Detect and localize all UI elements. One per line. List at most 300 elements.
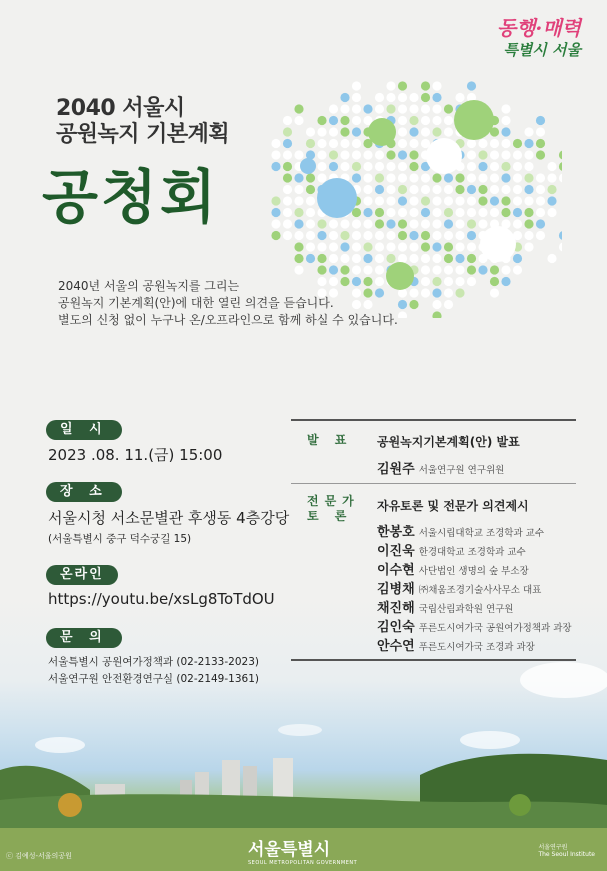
pattern-dot bbox=[444, 277, 453, 286]
pattern-dot bbox=[421, 219, 430, 228]
pattern-dot bbox=[467, 196, 476, 205]
intro-line: 별도의 신청 없이 누구나 온/오프라인으로 함께 하실 수 있습니다. bbox=[58, 313, 398, 327]
pattern-dot bbox=[501, 127, 510, 136]
seoul-government-logo bbox=[248, 835, 357, 866]
pattern-dot bbox=[352, 219, 361, 228]
pattern-dot bbox=[444, 231, 453, 240]
pattern-dot bbox=[432, 242, 441, 251]
pattern-dot bbox=[421, 104, 430, 113]
pattern-dot bbox=[421, 93, 430, 102]
pattern-dot bbox=[294, 196, 303, 205]
panelist-affiliation: 서울시립대학교 조경학과 교수 bbox=[418, 528, 545, 539]
pattern-large-dot bbox=[480, 226, 516, 262]
pattern-dot bbox=[444, 127, 453, 136]
pattern-dot bbox=[375, 254, 384, 263]
pattern-dot bbox=[352, 81, 361, 90]
pattern-dot bbox=[536, 173, 545, 182]
pattern-dot bbox=[513, 139, 522, 148]
panelist-name: 채진해 bbox=[377, 601, 415, 616]
pattern-dot bbox=[524, 162, 533, 171]
pattern-dot bbox=[478, 173, 487, 182]
pattern-dot bbox=[306, 254, 315, 263]
pattern-dot bbox=[317, 242, 326, 251]
pattern-dot bbox=[386, 150, 395, 159]
panelist-name: 김병채 bbox=[377, 582, 415, 597]
pattern-dot bbox=[490, 265, 499, 274]
pattern-dot bbox=[455, 288, 464, 297]
pattern-dot bbox=[283, 150, 292, 159]
pattern-dot bbox=[421, 173, 430, 182]
pattern-dot bbox=[455, 219, 464, 228]
table-top-rule bbox=[291, 419, 576, 421]
panelist bbox=[377, 521, 544, 540]
pattern-dot bbox=[432, 185, 441, 194]
pattern-dot bbox=[421, 116, 430, 125]
pattern-dot bbox=[375, 242, 384, 251]
panelist-name: 이수현 bbox=[377, 563, 415, 578]
pattern-dot bbox=[432, 288, 441, 297]
pattern-dot bbox=[432, 219, 441, 228]
pattern-dot bbox=[306, 208, 315, 217]
pattern-dot bbox=[283, 231, 292, 240]
pattern-dot bbox=[513, 173, 522, 182]
pattern-dot bbox=[444, 196, 453, 205]
pattern-dot bbox=[421, 196, 430, 205]
pattern-dot bbox=[317, 116, 326, 125]
pattern-dot bbox=[455, 196, 464, 205]
pattern-dot bbox=[455, 254, 464, 263]
pattern-dot bbox=[363, 242, 372, 251]
intro-line: 2040년 서울의 공원녹지를 그리는 bbox=[58, 279, 240, 293]
pattern-dot bbox=[340, 219, 349, 228]
pattern-dot bbox=[490, 139, 499, 148]
pattern-dot bbox=[444, 116, 453, 125]
panelist-affiliation: 푸른도시여가국 공원여가정책과 과장 bbox=[418, 623, 572, 634]
pattern-dot bbox=[329, 127, 338, 136]
pattern-dot bbox=[375, 196, 384, 205]
pattern-dot bbox=[432, 300, 441, 309]
pattern-dot bbox=[478, 162, 487, 171]
pattern-dot bbox=[444, 265, 453, 274]
contact-line: 서울특별시 공원여가정책과 (02-2133-2023) bbox=[48, 656, 259, 668]
pattern-dot bbox=[386, 219, 395, 228]
pattern-dot bbox=[524, 139, 533, 148]
pattern-dot bbox=[409, 219, 418, 228]
pattern-dot bbox=[444, 242, 453, 251]
pattern-dot bbox=[455, 242, 464, 251]
pattern-dot bbox=[398, 242, 407, 251]
pattern-dot bbox=[329, 139, 338, 148]
panelist-name: 김인숙 bbox=[377, 620, 415, 635]
discussion-topic: 자유토론 및 전문가 의견제시 bbox=[377, 499, 529, 513]
pattern-dot bbox=[501, 173, 510, 182]
pattern-dot bbox=[409, 196, 418, 205]
pattern-dot bbox=[409, 104, 418, 113]
pattern-dot bbox=[547, 196, 556, 205]
pattern-dot bbox=[490, 150, 499, 159]
pattern-dot bbox=[501, 196, 510, 205]
slogan-line2: 특별시 서울 bbox=[503, 41, 581, 59]
pattern-dot bbox=[340, 104, 349, 113]
table-bottom-rule bbox=[291, 659, 576, 661]
pattern-dot bbox=[467, 173, 476, 182]
pattern-dot bbox=[363, 231, 372, 240]
pattern-dot bbox=[536, 150, 545, 159]
pattern-dot bbox=[409, 208, 418, 217]
pattern-dot bbox=[375, 219, 384, 228]
pattern-dot bbox=[386, 242, 395, 251]
panelist-affiliation: 국립산림과학원 연구원 bbox=[418, 604, 514, 615]
pattern-dot bbox=[352, 242, 361, 251]
pattern-dot bbox=[467, 254, 476, 263]
date-label: 일 시 bbox=[46, 420, 122, 440]
pattern-dot bbox=[536, 208, 545, 217]
place-address: (서울특별시 중구 덕수궁길 15) bbox=[48, 533, 192, 545]
pattern-dot bbox=[294, 254, 303, 263]
pattern-dot bbox=[386, 93, 395, 102]
pattern-dot bbox=[501, 150, 510, 159]
pattern-dot bbox=[283, 219, 292, 228]
pattern-dot bbox=[490, 173, 499, 182]
pattern-dot bbox=[352, 127, 361, 136]
pattern-dot bbox=[444, 300, 453, 309]
pattern-dot bbox=[409, 127, 418, 136]
pattern-dot bbox=[306, 127, 315, 136]
pattern-dot bbox=[398, 150, 407, 159]
pattern-dot bbox=[432, 231, 441, 240]
pattern-dot bbox=[455, 265, 464, 274]
pattern-dot bbox=[524, 127, 533, 136]
pattern-dot bbox=[467, 242, 476, 251]
pattern-dot bbox=[340, 116, 349, 125]
discussion-role-line1: 전문가 bbox=[307, 494, 360, 508]
pattern-dot bbox=[375, 104, 384, 113]
pattern-dot bbox=[283, 139, 292, 148]
pattern-dot bbox=[398, 231, 407, 240]
pattern-dot bbox=[375, 231, 384, 240]
pattern-dot bbox=[501, 116, 510, 125]
pattern-dot bbox=[294, 219, 303, 228]
pattern-dot bbox=[271, 219, 280, 228]
panelist-affiliation: 푸른도시여가국 조경과 과장 bbox=[418, 642, 535, 653]
pattern-dot bbox=[547, 173, 556, 182]
pattern-dot bbox=[386, 254, 395, 263]
pattern-dot bbox=[524, 242, 533, 251]
pattern-dot bbox=[340, 127, 349, 136]
panelist-affiliation: ㈜채움조경기술사사무소 대표 bbox=[418, 585, 542, 596]
pattern-dot bbox=[536, 231, 545, 240]
online-link[interactable]: https://youtu.be/xsLg8ToTdOU bbox=[48, 590, 275, 608]
pattern-dot bbox=[455, 277, 464, 286]
slogan-logo bbox=[497, 12, 581, 60]
institute-ko: 서울연구원 bbox=[538, 844, 568, 851]
pattern-dot bbox=[340, 242, 349, 251]
pattern-dot bbox=[317, 139, 326, 148]
pattern-dot bbox=[329, 254, 338, 263]
pattern-dot bbox=[444, 288, 453, 297]
pattern-large-dot bbox=[454, 100, 494, 140]
pattern-dot bbox=[455, 93, 464, 102]
pattern-dot bbox=[409, 254, 418, 263]
pattern-dot bbox=[317, 219, 326, 228]
pattern-dot bbox=[283, 127, 292, 136]
pattern-dot bbox=[490, 288, 499, 297]
pattern-dot bbox=[375, 150, 384, 159]
pattern-dot bbox=[398, 311, 407, 318]
pattern-dot bbox=[340, 231, 349, 240]
pattern-dot bbox=[271, 208, 280, 217]
pattern-dot bbox=[490, 277, 499, 286]
pattern-dot bbox=[398, 196, 407, 205]
pattern-dot bbox=[467, 219, 476, 228]
pattern-dot bbox=[283, 162, 292, 171]
pattern-dot bbox=[524, 173, 533, 182]
pattern-dot bbox=[329, 219, 338, 228]
pattern-dot bbox=[317, 265, 326, 274]
pattern-dot bbox=[559, 242, 562, 251]
pattern-dot bbox=[340, 139, 349, 148]
pattern-dot bbox=[467, 162, 476, 171]
pattern-dot bbox=[536, 196, 545, 205]
pattern-dot bbox=[513, 150, 522, 159]
pattern-dot bbox=[271, 150, 280, 159]
pattern-dot bbox=[432, 116, 441, 125]
panelist bbox=[377, 597, 513, 616]
contact-label: 문 의 bbox=[46, 628, 122, 648]
pattern-dot bbox=[478, 196, 487, 205]
pattern-dot bbox=[547, 254, 556, 263]
pattern-dot bbox=[398, 173, 407, 182]
pattern-large-dot bbox=[426, 138, 462, 174]
pattern-dot bbox=[547, 162, 556, 171]
pattern-dot bbox=[501, 162, 510, 171]
intro-text bbox=[58, 278, 398, 329]
pattern-dot bbox=[559, 173, 562, 182]
plan-title-line1: 2040 서울시 bbox=[56, 96, 185, 121]
pattern-dot bbox=[478, 265, 487, 274]
panelist-name: 한봉호 bbox=[377, 525, 415, 540]
pattern-dot bbox=[398, 185, 407, 194]
pattern-dot bbox=[363, 150, 372, 159]
panelist-name: 안수연 bbox=[377, 639, 415, 654]
pattern-dot bbox=[547, 208, 556, 217]
pattern-dot bbox=[513, 219, 522, 228]
pattern-dot bbox=[306, 219, 315, 228]
pattern-dot bbox=[363, 104, 372, 113]
presentation-role: 발 표 bbox=[307, 433, 353, 447]
pattern-dot bbox=[478, 150, 487, 159]
pattern-dot bbox=[444, 185, 453, 194]
pattern-dot bbox=[409, 300, 418, 309]
pattern-dot bbox=[444, 104, 453, 113]
seoul-institute-logo bbox=[538, 842, 595, 858]
pattern-dot bbox=[317, 173, 326, 182]
plan-title bbox=[56, 96, 229, 148]
pattern-dot bbox=[352, 265, 361, 274]
page-title: 공청회 bbox=[42, 163, 220, 231]
pattern-dot bbox=[432, 277, 441, 286]
pattern-dot bbox=[455, 173, 464, 182]
pattern-dot bbox=[409, 231, 418, 240]
presenter bbox=[377, 458, 504, 477]
pattern-large-dot bbox=[368, 118, 396, 146]
pattern-dot bbox=[398, 254, 407, 263]
pattern-dot bbox=[524, 150, 533, 159]
pattern-dot bbox=[398, 81, 407, 90]
panelist bbox=[377, 578, 541, 597]
pattern-dot bbox=[501, 104, 510, 113]
seoul-logo-en: SEOUL METROPOLITAN GOVERNMENT bbox=[248, 860, 358, 866]
pattern-dot bbox=[409, 242, 418, 251]
pattern-dot bbox=[375, 162, 384, 171]
pattern-dot bbox=[306, 173, 315, 182]
pattern-dot bbox=[467, 277, 476, 286]
pattern-dot bbox=[421, 81, 430, 90]
pattern-dot bbox=[559, 150, 562, 159]
presentation-topic: 공원녹지기본계획(안) 발표 bbox=[377, 435, 520, 449]
pattern-dot bbox=[421, 231, 430, 240]
pattern-dot bbox=[409, 173, 418, 182]
pattern-dot bbox=[329, 150, 338, 159]
pattern-dot bbox=[536, 185, 545, 194]
pattern-dot bbox=[409, 288, 418, 297]
pattern-dot bbox=[501, 265, 510, 274]
pattern-dot bbox=[375, 265, 384, 274]
pattern-dot bbox=[524, 208, 533, 217]
presenter-affiliation: 서울연구원 연구위원 bbox=[418, 465, 505, 476]
pattern-dot bbox=[329, 116, 338, 125]
pattern-dot bbox=[501, 139, 510, 148]
pattern-dot bbox=[317, 162, 326, 171]
pattern-dot bbox=[501, 185, 510, 194]
pattern-dot bbox=[421, 265, 430, 274]
pattern-dot bbox=[386, 104, 395, 113]
pattern-dot bbox=[352, 254, 361, 263]
pattern-dot bbox=[559, 162, 562, 171]
pattern-dot bbox=[306, 185, 315, 194]
pattern-dot bbox=[467, 231, 476, 240]
pattern-dot bbox=[317, 231, 326, 240]
pattern-dot bbox=[421, 277, 430, 286]
pattern-dot bbox=[409, 162, 418, 171]
pattern-dot bbox=[386, 173, 395, 182]
pattern-dot bbox=[524, 185, 533, 194]
pattern-dot bbox=[421, 288, 430, 297]
pattern-dot bbox=[363, 173, 372, 182]
pattern-dot bbox=[409, 185, 418, 194]
pattern-dot bbox=[352, 162, 361, 171]
pattern-dot bbox=[409, 150, 418, 159]
pattern-dot bbox=[432, 254, 441, 263]
place-label: 장 소 bbox=[46, 482, 122, 502]
seoul-logo-text: 서울특별시 bbox=[248, 840, 331, 860]
institute-en: The Seoul Institute bbox=[538, 851, 595, 858]
pattern-dot bbox=[536, 219, 545, 228]
pattern-dot bbox=[375, 93, 384, 102]
pattern-dot bbox=[432, 196, 441, 205]
place-value: 서울시청 서소문별관 후생동 4층강당 bbox=[48, 509, 290, 527]
pattern-dot bbox=[317, 254, 326, 263]
pattern-dot bbox=[329, 242, 338, 251]
pattern-dot bbox=[398, 139, 407, 148]
photo-credit: ⓒ 김예성-서울의공원 bbox=[6, 852, 72, 860]
pattern-dot bbox=[455, 208, 464, 217]
pattern-dot bbox=[524, 219, 533, 228]
table-divider bbox=[291, 483, 576, 484]
slogan-line1: 동행·매력 bbox=[496, 16, 581, 40]
pattern-dot bbox=[294, 231, 303, 240]
pattern-dot bbox=[421, 254, 430, 263]
pattern-dot bbox=[363, 219, 372, 228]
pattern-dot bbox=[317, 127, 326, 136]
pattern-dot bbox=[524, 231, 533, 240]
pattern-dot bbox=[547, 185, 556, 194]
pattern-dot bbox=[478, 219, 487, 228]
pattern-dot bbox=[340, 93, 349, 102]
pattern-dot bbox=[478, 139, 487, 148]
pattern-dot bbox=[306, 196, 315, 205]
pattern-dot bbox=[421, 208, 430, 217]
pattern-dot bbox=[444, 173, 453, 182]
pattern-dot bbox=[398, 93, 407, 102]
pattern-dot bbox=[398, 104, 407, 113]
pattern-dot bbox=[271, 139, 280, 148]
pattern-dot bbox=[294, 242, 303, 251]
pattern-dot bbox=[352, 150, 361, 159]
pattern-dot bbox=[409, 116, 418, 125]
pattern-dot bbox=[398, 116, 407, 125]
panelist bbox=[377, 559, 529, 578]
pattern-dot bbox=[329, 162, 338, 171]
pattern-dot bbox=[294, 150, 303, 159]
pattern-dot bbox=[271, 231, 280, 240]
pattern-dot bbox=[363, 196, 372, 205]
pattern-dot bbox=[467, 139, 476, 148]
pattern-dot bbox=[478, 208, 487, 217]
pattern-dot bbox=[352, 104, 361, 113]
pattern-dot bbox=[513, 254, 522, 263]
pattern-dot bbox=[329, 265, 338, 274]
pattern-dot bbox=[536, 139, 545, 148]
pattern-dot bbox=[363, 162, 372, 171]
panelist-affiliation: 한경대학교 조경학과 교수 bbox=[418, 547, 526, 558]
pattern-dot bbox=[444, 254, 453, 263]
pattern-dot bbox=[467, 150, 476, 159]
pattern-dot bbox=[317, 150, 326, 159]
pattern-dot bbox=[467, 265, 476, 274]
pattern-dot bbox=[375, 173, 384, 182]
pattern-dot bbox=[559, 231, 562, 240]
pattern-dot bbox=[386, 208, 395, 217]
pattern-dot bbox=[398, 219, 407, 228]
plan-title-line2: 공원녹지 기본계획 bbox=[56, 122, 230, 147]
online-label: 온라인 bbox=[46, 565, 118, 585]
panelist bbox=[377, 635, 535, 654]
pattern-dot bbox=[398, 208, 407, 217]
pattern-dot bbox=[432, 208, 441, 217]
pattern-dot bbox=[352, 116, 361, 125]
pattern-dot bbox=[386, 185, 395, 194]
pattern-dot bbox=[294, 185, 303, 194]
pattern-dot bbox=[398, 300, 407, 309]
pattern-dot bbox=[340, 150, 349, 159]
intro-line: 공원녹지 기본계획(안)에 대한 열린 의견을 듣습니다. bbox=[58, 296, 334, 310]
pattern-dot bbox=[432, 311, 441, 318]
pattern-dot bbox=[283, 185, 292, 194]
pattern-dot bbox=[444, 208, 453, 217]
pattern-dot bbox=[432, 127, 441, 136]
pattern-dot bbox=[375, 185, 384, 194]
